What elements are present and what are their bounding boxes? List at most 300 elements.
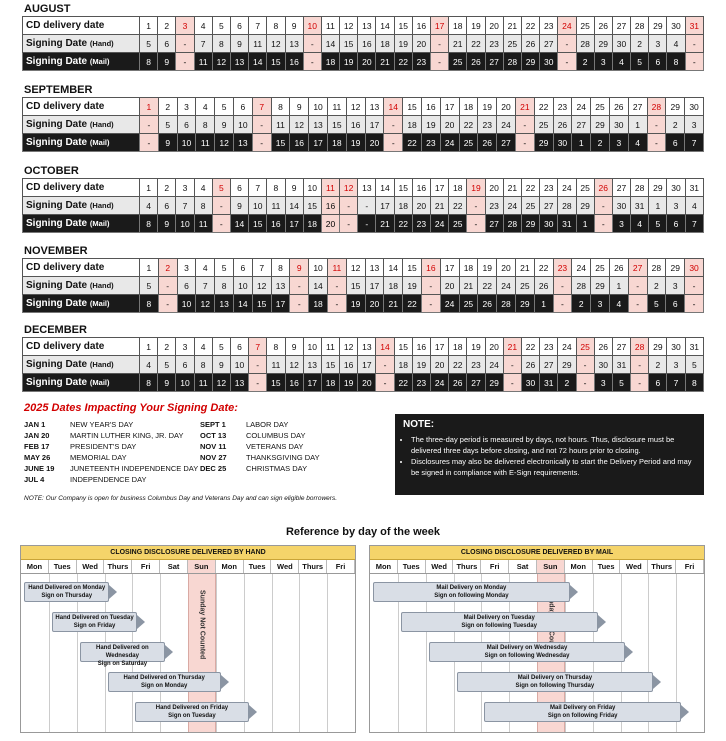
day-cell: 24 [485,356,503,374]
day-cell: 9 [158,134,177,152]
day-cell: 7 [194,35,212,53]
day-cell: 13 [215,295,234,313]
day-cell: 29 [558,356,576,374]
day-cell: 11 [196,134,215,152]
day-cell: 30 [521,374,539,392]
day-cell: 2 [158,179,176,197]
arrow-sign-text: Sign on following Thursday [515,683,595,689]
day-cell: 7 [176,197,194,215]
day-cell: 11 [327,98,346,116]
note-item: • Disclosures may also be delivered electronically to start the Delivery Period and may be signed in compliance with E-Sign requirements. [411,456,696,478]
day-cell: 5 [647,295,666,313]
day-cell: 24 [497,277,516,295]
day-cell: 4 [667,35,685,53]
day-cell: 8 [267,179,285,197]
day-cell: - [384,134,403,152]
day-cell: 10 [309,259,328,277]
day-cell: 3 [609,134,628,152]
day-cell: 1 [628,116,647,134]
day-cell: 11 [321,17,339,35]
column-divider [299,574,300,732]
day-cell: 15 [340,35,358,53]
holiday-date: DEC 25 [200,464,227,473]
day-cell: 27 [572,116,591,134]
hand-row-label [23,35,140,53]
holiday-row [24,474,198,485]
day-cell: 20 [497,98,516,116]
day-cell: 3 [594,374,612,392]
day-cell: - [647,116,666,134]
day-cell: 17 [358,356,376,374]
weekday-label: Thurs [453,560,481,573]
cd-row [23,179,704,197]
day-cell: 4 [140,356,158,374]
day-cell: 20 [485,179,503,197]
hand-delivery-panel [20,545,356,733]
day-cell: 4 [628,134,647,152]
day-cell: 8 [271,98,290,116]
day-cell: 18 [303,215,321,233]
day-cell: 16 [346,116,365,134]
day-cell: 5 [612,374,630,392]
month-block [22,323,704,392]
holiday-row [24,452,198,463]
month-block [22,2,704,71]
day-cell: 18 [394,356,412,374]
day-cell: 3 [667,197,685,215]
arrow-delivery-text: Hand Delivered on Friday [155,705,229,711]
day-cell: 26 [594,17,612,35]
day-cell: 20 [365,295,384,313]
cd-label-text: CD delivery date [26,182,105,193]
day-cell: 15 [267,374,285,392]
mail-row-label [23,215,140,233]
day-cell: 15 [394,17,412,35]
holidays-column-1 [24,419,198,485]
day-cell: - [327,277,346,295]
day-cell: 30 [594,356,612,374]
day-cell: 25 [449,215,467,233]
weekday-label: Thurs [299,560,327,573]
day-cell: 15 [346,277,365,295]
day-cell: 29 [591,277,610,295]
holiday-name: MEMORIAL DAY [70,453,127,462]
day-cell: 15 [249,215,267,233]
hand-label-suffix: (Hand) [89,201,114,210]
holiday-date: FEB 17 [24,442,50,451]
day-cell: 16 [340,356,358,374]
day-cell: 12 [346,98,365,116]
day-cell: 14 [384,259,403,277]
day-cell: 19 [467,338,485,356]
hand-label-suffix: (Hand) [89,120,114,129]
day-cell: 27 [497,134,516,152]
day-cell: 9 [290,98,309,116]
day-cell: 29 [649,179,667,197]
day-cell: - [628,277,647,295]
sunday-not-counted-label: Sunday [547,590,555,616]
day-cell: 14 [376,179,394,197]
day-cell: 22 [521,17,539,35]
day-cell: 10 [303,179,321,197]
day-cell: - [558,53,576,71]
day-cell: 25 [576,338,594,356]
mail-row [23,134,704,152]
day-cell: 23 [485,35,503,53]
day-cell: - [158,277,177,295]
day-cell: 20 [485,338,503,356]
day-cell: 7 [249,179,267,197]
day-cell: 22 [403,134,422,152]
day-cell: 4 [194,179,212,197]
holiday-row [200,452,320,463]
day-cell: 21 [376,53,394,71]
mail-label-suffix: (Mail) [89,57,110,66]
day-cell: 14 [285,197,303,215]
day-cell: 30 [667,338,685,356]
day-cell: 19 [346,134,365,152]
holiday-row [24,463,198,474]
signing-label-text: Signing Date [26,377,88,388]
day-cell: 27 [628,259,647,277]
weekday-label: Tues [49,560,77,573]
hand-row [23,197,704,215]
day-cell: 9 [215,116,234,134]
cd-row [23,17,704,35]
day-cell: 4 [196,98,215,116]
day-cell: - [290,277,309,295]
day-cell: 16 [412,17,430,35]
day-cell: 4 [194,338,212,356]
day-cell: 7 [685,215,703,233]
day-cell: 12 [290,116,309,134]
day-cell: 23 [478,116,497,134]
signing-label-text: Signing Date [26,200,88,211]
holiday-name: INDEPENDENCE DAY [70,475,147,484]
day-cell: 31 [685,179,703,197]
day-cell: - [290,295,309,313]
day-cell: 19 [346,295,365,313]
holiday-name: COLUMBUS DAY [246,431,306,440]
day-cell: 25 [515,277,534,295]
day-cell: - [685,53,703,71]
day-cell: 31 [685,338,703,356]
day-cell: 30 [540,215,558,233]
month-block [22,83,704,152]
day-cell: 22 [449,197,467,215]
signing-label-text: Signing Date [26,280,88,291]
day-cell: 21 [503,338,521,356]
note-item: • The three-day period is measured by days, not hours. Thus, disclosure must be delivered three days before closing, and not 72 hours prior to closing. [411,434,696,456]
month-title: DECEMBER [24,324,87,336]
day-cell: - [340,197,358,215]
cd-label-text: CD delivery date [26,20,105,31]
day-cell: 28 [631,17,649,35]
day-cell: 1 [576,215,594,233]
day-cell: - [628,295,647,313]
day-cell: 4 [196,259,215,277]
day-cell: 20 [412,35,430,53]
day-cell: 16 [412,338,430,356]
day-cell: 3 [177,259,196,277]
day-cell: 28 [647,259,666,277]
day-cell: 25 [576,179,594,197]
day-cell: 10 [177,295,196,313]
day-cell: 17 [440,98,459,116]
day-cell: 18 [459,98,478,116]
day-cell: 24 [440,134,459,152]
day-cell: 21 [376,215,394,233]
day-cell: 5 [685,356,703,374]
arrow-delivery-text: Hand Delivered on Tuesday [55,615,134,621]
day-cell: 26 [594,338,612,356]
month-table [22,258,704,313]
column-divider [327,574,328,732]
weekday-label: Wed [271,560,299,573]
day-cell: 13 [358,338,376,356]
day-cell: 16 [421,98,440,116]
day-cell: 2 [158,338,176,356]
day-cell: 27 [485,215,503,233]
day-cell: 5 [140,35,158,53]
day-cell: 31 [631,197,649,215]
day-cell: 29 [591,116,610,134]
day-cell: 30 [667,17,685,35]
weekday-label: Mon [21,560,49,573]
signing-label-text: Signing Date [26,298,88,309]
day-cell: 15 [394,179,412,197]
day-cell: 8 [267,338,285,356]
day-cell: 17 [431,338,449,356]
day-cell: 19 [421,116,440,134]
holiday-row [200,441,320,452]
day-cell: 12 [340,338,358,356]
delivery-arrow [401,612,598,632]
holiday-date: JUNE 19 [24,464,55,473]
day-cell: 8 [212,35,230,53]
day-cell: 23 [412,374,430,392]
day-cell: 29 [666,259,685,277]
hand-row [23,35,704,53]
day-cell: 14 [309,277,328,295]
day-cell: 5 [140,277,159,295]
day-cell: 16 [285,374,303,392]
day-cell: 17 [271,295,290,313]
day-cell: 3 [176,338,194,356]
day-cell: 20 [440,116,459,134]
weekday-label: Tues [244,560,272,573]
holiday-name: PRESIDENT'S DAY [70,442,137,451]
day-cell: 16 [412,179,430,197]
day-cell: 27 [612,338,630,356]
day-cell: 18 [449,338,467,356]
day-cell: 1 [140,338,158,356]
day-cell: 14 [249,53,267,71]
cd-row [23,259,704,277]
day-cell: 3 [666,277,685,295]
month-table [22,178,704,233]
mail-delivery-panel [369,545,705,733]
day-cell: 20 [321,215,339,233]
day-cell: 8 [140,215,158,233]
cd-row-label [23,179,140,197]
day-cell: 10 [233,116,252,134]
day-cell: 30 [685,98,704,116]
month-table [22,16,704,71]
month-title: NOVEMBER [24,245,88,257]
day-cell: 23 [485,197,503,215]
holidays-section [24,402,384,502]
day-cell: 21 [503,17,521,35]
mail-row [23,53,704,71]
day-cell: - [594,197,612,215]
day-cell: 4 [609,295,628,313]
day-cell: 7 [196,277,215,295]
day-cell: 11 [267,197,285,215]
day-cell: - [431,35,449,53]
day-cell: 17 [309,134,328,152]
day-cell: 3 [612,215,630,233]
holidays-title: 2025 Dates Impacting Your Signing Date: [24,402,238,414]
day-cell: 6 [158,35,176,53]
weekday-label: Fri [327,560,355,573]
day-cell: - [503,374,521,392]
day-cell: 22 [521,338,539,356]
weekday-label: Fri [481,560,509,573]
day-cell: 30 [609,116,628,134]
day-cell: 27 [540,356,558,374]
holiday-name: THANKSGIVING DAY [246,453,320,462]
day-cell: - [553,277,572,295]
day-cell: 24 [440,295,459,313]
day-cell: 12 [212,374,230,392]
day-cell: 15 [321,356,339,374]
month-block [22,244,704,313]
day-cell: 22 [394,374,412,392]
delivery-arrow [484,702,681,722]
weekday-label: Mon [370,560,398,573]
mail-row-label [23,53,140,71]
signing-label-text: Signing Date [26,137,88,148]
day-cell: 12 [346,259,365,277]
day-cell: 9 [285,179,303,197]
arrow-sign-text: Sign on following Wednesday [484,653,570,659]
day-cell: 11 [327,259,346,277]
holidays-column-2 [200,419,320,474]
day-cell: 13 [365,259,384,277]
holiday-date: JUL 4 [24,475,45,484]
day-cell: 12 [252,277,271,295]
day-cell: 21 [449,35,467,53]
reference-title: Reference by day of the week [285,526,441,538]
delivery-arrow [457,672,654,692]
day-cell: 6 [177,277,196,295]
day-cell: 22 [449,356,467,374]
day-cell: 2 [631,35,649,53]
day-cell: 5 [212,338,230,356]
day-cell: - [327,295,346,313]
day-cell: 4 [140,197,158,215]
signing-label-text: Signing Date [26,359,88,370]
day-cell: 12 [340,179,358,197]
holiday-date: OCT 13 [200,431,227,440]
hand-label-suffix: (Hand) [89,281,114,290]
day-cell: 25 [503,35,521,53]
day-cell: 28 [503,53,521,71]
day-cell: - [158,295,177,313]
day-cell: 21 [431,197,449,215]
day-cell: 28 [503,215,521,233]
arrow-sign-text: Sign on following Tuesday [461,623,537,629]
day-cell: 26 [609,98,628,116]
mail-row-label [23,295,140,313]
day-cell: 2 [158,98,177,116]
day-cell: 18 [394,197,412,215]
day-cell: 17 [431,17,449,35]
delivery-arrow [52,612,137,632]
day-cell: 27 [612,179,630,197]
day-cell: 10 [176,215,194,233]
day-cell: 2 [591,134,610,152]
holiday-row [24,419,198,430]
day-cell: 29 [521,53,539,71]
day-cell: 28 [631,338,649,356]
signing-label-text: Signing Date [26,119,88,130]
day-cell: 31 [612,356,630,374]
column-divider [272,574,273,732]
day-cell: - [384,116,403,134]
day-cell: 10 [309,98,328,116]
day-cell: 27 [485,53,503,71]
day-cell: 18 [449,179,467,197]
day-cell: 17 [365,277,384,295]
day-cell: - [594,215,612,233]
day-cell: 25 [449,53,467,71]
cd-row-label [23,98,140,116]
day-cell: 24 [558,179,576,197]
day-cell: 17 [431,179,449,197]
day-cell: 26 [609,259,628,277]
day-cell: 29 [576,197,594,215]
day-cell: 24 [558,17,576,35]
day-cell: 1 [534,295,553,313]
mail-label-suffix: (Mail) [89,138,110,147]
day-cell: 1 [140,259,159,277]
day-cell: 2 [666,116,685,134]
day-cell: 30 [540,53,558,71]
day-cell: 19 [340,53,358,71]
day-cell: 18 [384,277,403,295]
day-cell: 12 [267,35,285,53]
day-cell: 14 [233,295,252,313]
day-cell: 19 [394,35,412,53]
day-cell: 11 [194,374,212,392]
day-cell: 25 [521,197,539,215]
arrow-delivery-text: Hand Delivered on Wednesday [96,645,149,659]
day-cell: 21 [515,98,534,116]
holiday-name: LABOR DAY [246,420,289,429]
day-cell: 8 [667,53,685,71]
day-cell: 11 [271,116,290,134]
day-cell: 16 [285,53,303,71]
mail-panel-title: CLOSING DISCLOSURE DELIVERED BY MAIL [370,546,704,560]
arrow-delivery-text: Mail Delivery on Thursday [517,675,593,681]
signing-label-text: Signing Date [26,56,88,67]
holiday-row [24,430,198,441]
day-cell: 29 [649,17,667,35]
day-cell: 18 [327,134,346,152]
day-cell: 21 [503,179,521,197]
